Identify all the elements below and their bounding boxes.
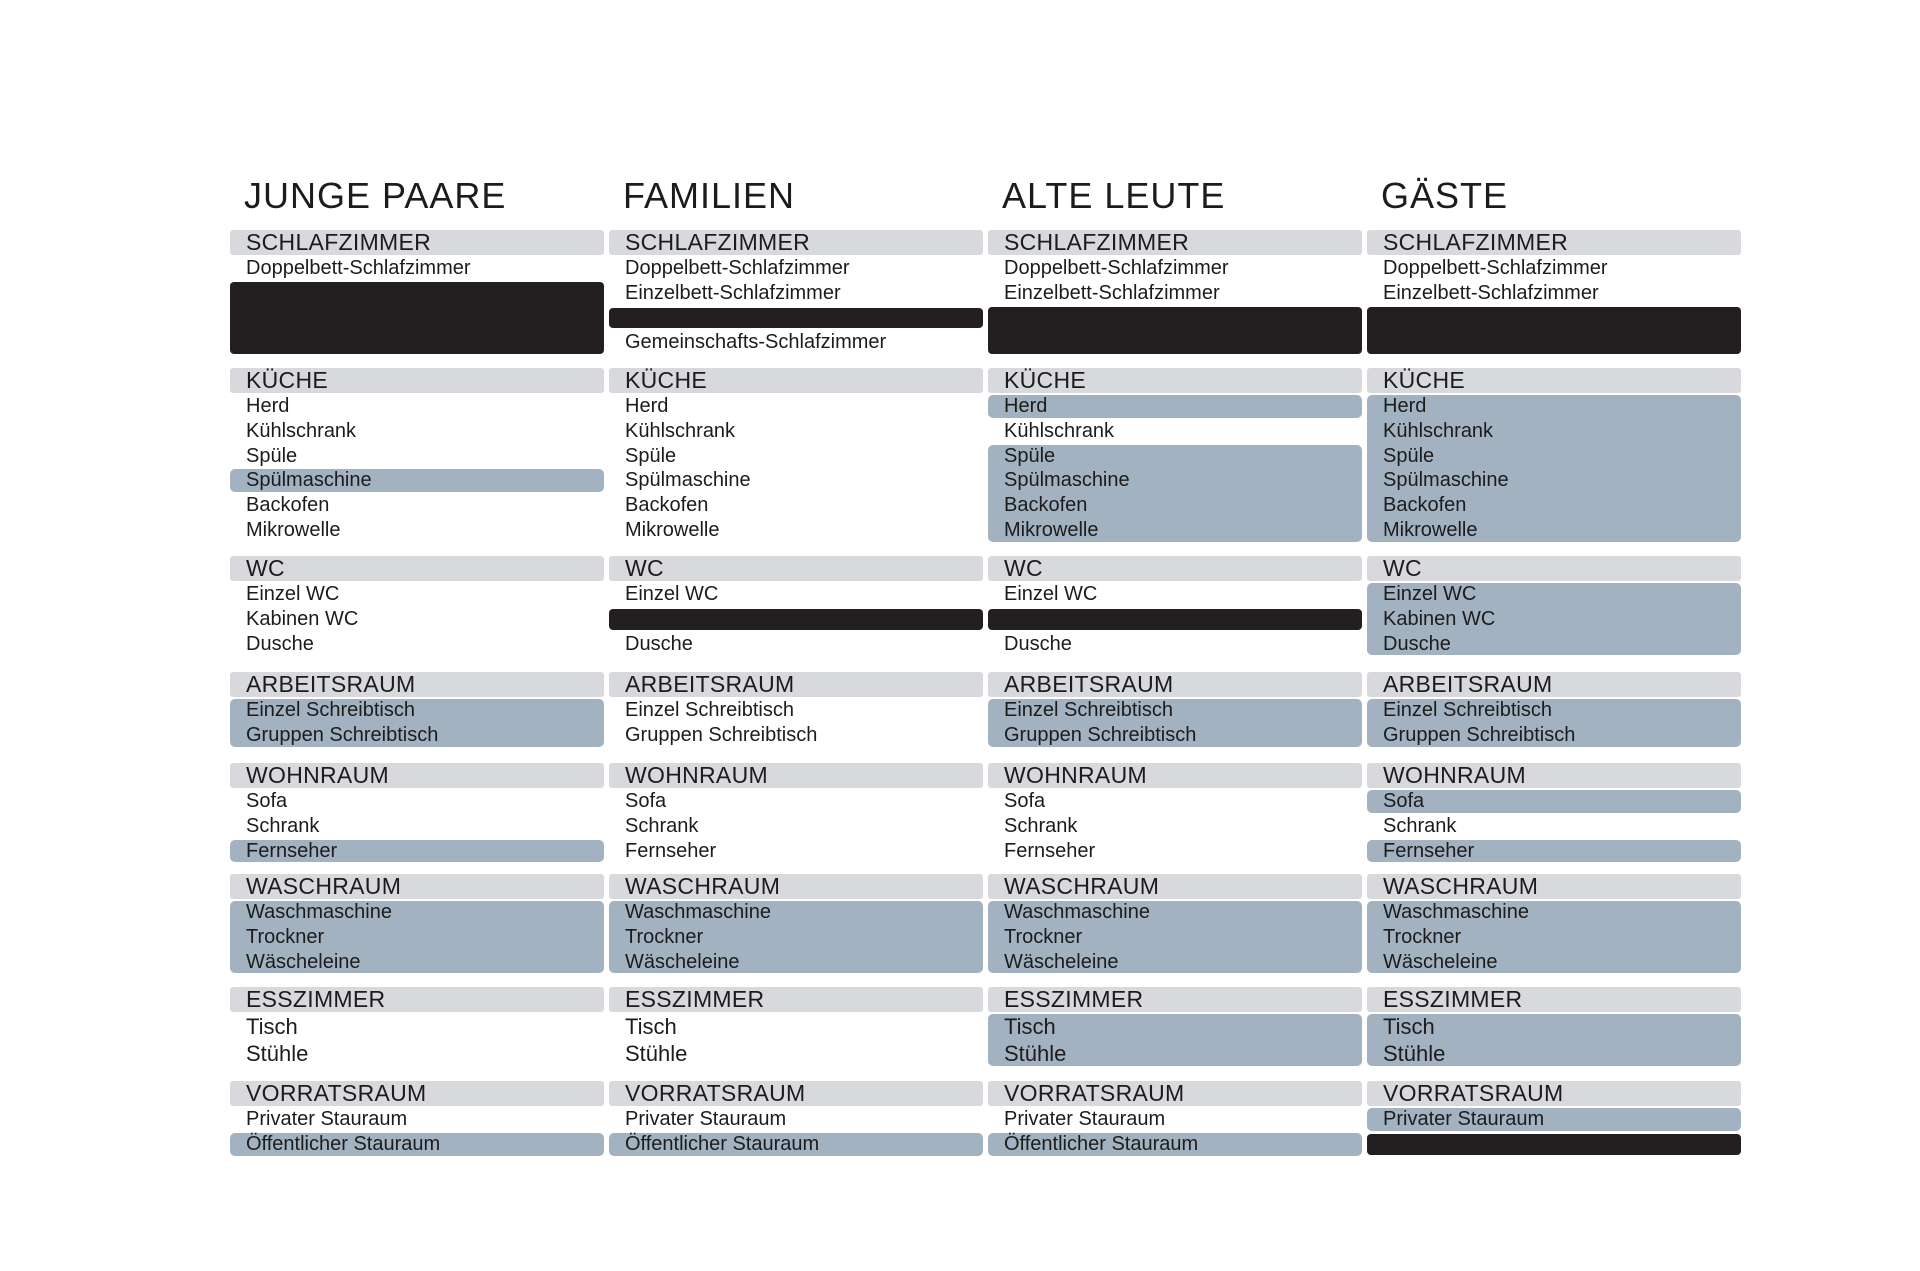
item-tisch: Tisch [1383, 1014, 1435, 1039]
item-stuehle: Stühle [1383, 1041, 1446, 1066]
blocked-bar [988, 307, 1362, 355]
item-schrank: Schrank [1383, 814, 1457, 837]
blocked-bar [988, 609, 1362, 630]
section-header-esszimmer: ESSZIMMER [230, 987, 604, 1012]
column-title-junge-paare: JUNGE PAARE [244, 175, 507, 216]
column-title-alte-leute: ALTE LEUTE [1002, 175, 1226, 216]
section-header-waschraum: WASCHRAUM [609, 874, 983, 899]
section-header-vorratsraum: VORRATSRAUM [230, 1081, 604, 1106]
item-spuele: Spüle [246, 444, 298, 467]
item-stuehle: Stühle [625, 1041, 688, 1066]
item-schrank: Schrank [246, 814, 320, 837]
section-header-arbeitsraum: ARBEITSRAUM [1367, 672, 1741, 697]
item-gruppen-schreibtisch: Gruppen Schreibtisch [1004, 723, 1197, 746]
section-header-wc: WC [988, 556, 1362, 581]
section-header-waschraum: WASCHRAUM [1367, 874, 1741, 899]
item-gemeinschafts-schlafzimmer: Gemeinschafts-Schlafzimmer [625, 331, 887, 354]
section-header-arbeitsraum: ARBEITSRAUM [609, 672, 983, 697]
item-doppelbett-schlafzimmer: Doppelbett-Schlafzimmer [246, 257, 471, 279]
section-header-wohnraum: WOHNRAUM [609, 763, 983, 788]
item-einzel-schreibtisch: Einzel Schreibtisch [1004, 699, 1173, 721]
section-header-kueche: KÜCHE [230, 368, 604, 393]
item-einzel-schreibtisch: Einzel Schreibtisch [625, 699, 794, 721]
section-header-waschraum: WASCHRAUM [988, 874, 1362, 899]
item-fernseher: Fernseher [625, 839, 717, 862]
item-einzel-wc: Einzel WC [1383, 583, 1477, 605]
item-doppelbett-schlafzimmer: Doppelbett-Schlafzimmer [1004, 257, 1229, 279]
item-waescheleine: Wäscheleine [1004, 950, 1119, 973]
item-waschmaschine: Waschmaschine [1383, 901, 1529, 923]
item-backofen: Backofen [1004, 494, 1088, 517]
item-doppelbett-schlafzimmer: Doppelbett-Schlafzimmer [1383, 257, 1608, 279]
blocked-bar [1367, 1134, 1741, 1155]
item-privater-stauraum: Privater Stauraum [1383, 1108, 1545, 1130]
item-einzelbett-schlafzimmer: Einzelbett-Schlafzimmer [1004, 281, 1220, 304]
section-header-schlafzimmer: SCHLAFZIMMER [988, 230, 1362, 255]
blocked-bar [230, 282, 604, 354]
item-kuehlschrank: Kühlschrank [1004, 419, 1115, 442]
section-header-wc: WC [1367, 556, 1741, 581]
item-fernseher: Fernseher [1383, 839, 1475, 862]
item-sofa: Sofa [1004, 790, 1046, 812]
item-sofa: Sofa [246, 790, 288, 812]
item-mikrowelle: Mikrowelle [1004, 519, 1099, 541]
section-header-waschraum: WASCHRAUM [230, 874, 604, 899]
item-backofen: Backofen [246, 494, 330, 517]
section-header-kueche: KÜCHE [988, 368, 1362, 393]
section-header-wc: WC [230, 556, 604, 581]
item-gruppen-schreibtisch: Gruppen Schreibtisch [625, 723, 818, 746]
column-title-familien: FAMILIEN [623, 175, 796, 216]
item-kuehlschrank: Kühlschrank [1383, 419, 1494, 442]
section-header-schlafzimmer: SCHLAFZIMMER [609, 230, 983, 255]
section-header-esszimmer: ESSZIMMER [1367, 987, 1741, 1012]
item-spuelmaschine: Spülmaschine [625, 469, 751, 492]
section-header-schlafzimmer: SCHLAFZIMMER [1367, 230, 1741, 255]
item-spuele: Spüle [1004, 444, 1056, 467]
section-header-kueche: KÜCHE [609, 368, 983, 393]
item-oeffentlicher-stauraum: Öffentlicher Stauraum [1004, 1132, 1199, 1155]
item-waescheleine: Wäscheleine [625, 950, 740, 973]
item-mikrowelle: Mikrowelle [625, 519, 720, 541]
item-kuehlschrank: Kühlschrank [246, 419, 357, 442]
section-header-wc: WC [609, 556, 983, 581]
item-dusche: Dusche [1004, 632, 1072, 655]
item-privater-stauraum: Privater Stauraum [1004, 1108, 1166, 1130]
section-header-arbeitsraum: ARBEITSRAUM [230, 672, 604, 697]
item-spuelmaschine: Spülmaschine [1383, 469, 1509, 492]
item-einzel-schreibtisch: Einzel Schreibtisch [1383, 699, 1552, 721]
item-privater-stauraum: Privater Stauraum [246, 1108, 408, 1130]
item-trockner: Trockner [1383, 925, 1462, 948]
item-einzelbett-schlafzimmer: Einzelbett-Schlafzimmer [1383, 281, 1599, 304]
section-header-wohnraum: WOHNRAUM [1367, 763, 1741, 788]
item-oeffentlicher-stauraum: Öffentlicher Stauraum [246, 1132, 441, 1155]
item-schrank: Schrank [625, 814, 699, 837]
item-tisch: Tisch [1004, 1014, 1056, 1039]
blocked-bar [609, 609, 983, 630]
item-einzel-schreibtisch: Einzel Schreibtisch [246, 699, 415, 721]
section-header-vorratsraum: VORRATSRAUM [609, 1081, 983, 1106]
section-header-esszimmer: ESSZIMMER [609, 987, 983, 1012]
item-backofen: Backofen [1383, 494, 1467, 517]
item-kabinen-wc: Kabinen WC [1383, 607, 1496, 630]
item-spuele: Spüle [625, 444, 677, 467]
item-einzel-wc: Einzel WC [246, 583, 340, 605]
section-header-vorratsraum: VORRATSRAUM [1367, 1081, 1741, 1106]
item-fernseher: Fernseher [1004, 839, 1096, 862]
item-spuelmaschine: Spülmaschine [1004, 469, 1130, 492]
item-herd: Herd [1004, 395, 1048, 417]
item-waescheleine: Wäscheleine [246, 950, 361, 973]
item-waschmaschine: Waschmaschine [625, 901, 771, 923]
section-header-esszimmer: ESSZIMMER [988, 987, 1362, 1012]
item-sofa: Sofa [625, 790, 667, 812]
item-dusche: Dusche [1383, 632, 1451, 655]
item-schrank: Schrank [1004, 814, 1078, 837]
item-herd: Herd [1383, 395, 1427, 417]
item-fernseher: Fernseher [246, 839, 338, 862]
item-mikrowelle: Mikrowelle [246, 519, 341, 541]
item-einzel-wc: Einzel WC [1004, 583, 1098, 605]
section-header-kueche: KÜCHE [1367, 368, 1741, 393]
item-einzelbett-schlafzimmer: Einzelbett-Schlafzimmer [625, 281, 841, 304]
item-einzel-wc: Einzel WC [625, 583, 719, 605]
item-kuehlschrank: Kühlschrank [625, 419, 736, 442]
item-spuele: Spüle [1383, 444, 1435, 467]
item-waschmaschine: Waschmaschine [246, 901, 392, 923]
item-trockner: Trockner [1004, 925, 1083, 948]
item-dusche: Dusche [246, 632, 314, 655]
blocked-bar [1367, 307, 1741, 355]
item-privater-stauraum: Privater Stauraum [625, 1108, 787, 1130]
item-trockner: Trockner [246, 925, 325, 948]
section-header-wohnraum: WOHNRAUM [988, 763, 1362, 788]
item-kabinen-wc: Kabinen WC [246, 607, 359, 630]
section-header-vorratsraum: VORRATSRAUM [988, 1081, 1362, 1106]
blocked-bar [609, 308, 983, 329]
item-spuelmaschine: Spülmaschine [246, 469, 372, 492]
item-gruppen-schreibtisch: Gruppen Schreibtisch [1383, 723, 1576, 746]
item-dusche: Dusche [625, 632, 693, 655]
item-herd: Herd [246, 395, 290, 417]
section-header-wohnraum: WOHNRAUM [230, 763, 604, 788]
item-stuehle: Stühle [246, 1041, 309, 1066]
item-oeffentlicher-stauraum: Öffentlicher Stauraum [625, 1132, 820, 1155]
item-doppelbett-schlafzimmer: Doppelbett-Schlafzimmer [625, 257, 850, 279]
item-gruppen-schreibtisch: Gruppen Schreibtisch [246, 723, 439, 746]
item-backofen: Backofen [625, 494, 709, 517]
item-herd: Herd [625, 395, 669, 417]
item-waescheleine: Wäscheleine [1383, 950, 1498, 973]
item-stuehle: Stühle [1004, 1041, 1067, 1066]
item-mikrowelle: Mikrowelle [1383, 519, 1478, 541]
item-tisch: Tisch [246, 1014, 298, 1039]
item-trockner: Trockner [625, 925, 704, 948]
item-waschmaschine: Waschmaschine [1004, 901, 1150, 923]
item-tisch: Tisch [625, 1014, 677, 1039]
section-header-arbeitsraum: ARBEITSRAUM [988, 672, 1362, 697]
item-sofa: Sofa [1383, 790, 1425, 812]
column-title-gaeste: GÄSTE [1381, 175, 1509, 216]
section-header-schlafzimmer: SCHLAFZIMMER [230, 230, 604, 255]
